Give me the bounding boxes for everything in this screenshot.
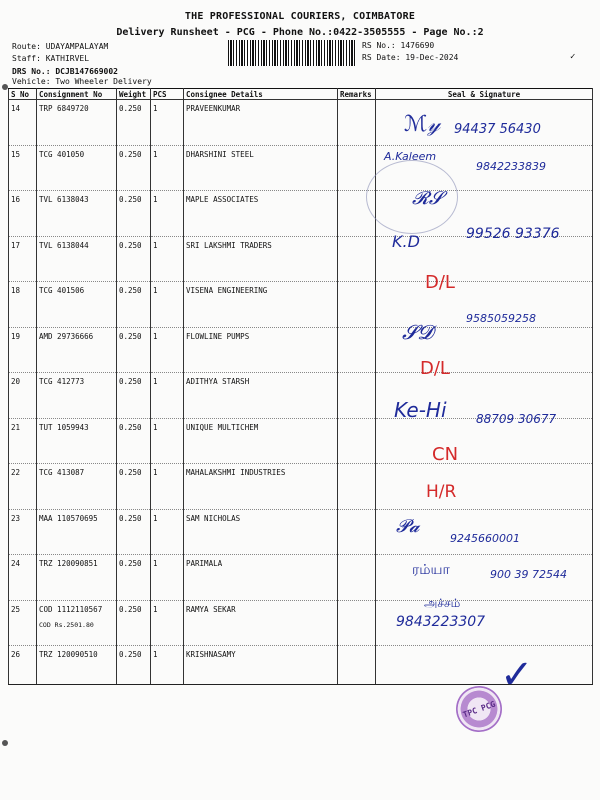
cell-consignee: SAM NICHOLAS — [184, 509, 338, 555]
handwriting-r25-phone: 900 39 72544 — [490, 568, 567, 581]
handwriting-r17-name: K.D — [392, 232, 420, 251]
cell-consignment: TRP 6849720 — [37, 100, 117, 146]
cell-consignment: AMD 29736666 — [37, 327, 117, 373]
cell-weight: 0.250 — [117, 646, 151, 685]
cell-pcs: 1 — [151, 373, 184, 419]
cell-weight: 0.250 — [117, 509, 151, 555]
cell-consignment: MAA 110570695 — [37, 509, 117, 555]
cell-weight: 0.250 — [117, 418, 151, 464]
drs-number: DRS No.: DCJB147669002 — [12, 67, 118, 76]
cell-sno: 22 — [9, 464, 37, 510]
runsheet-table — [8, 88, 593, 685]
handwriting-r14: 94437 56430 — [454, 122, 541, 137]
col-signature: Seal & Signature — [376, 89, 593, 100]
cell-sno: 16 — [9, 191, 37, 237]
cell-remarks — [338, 327, 376, 373]
cell-weight: 0.250 — [117, 145, 151, 191]
handwriting-r24: 9245660001 — [450, 532, 520, 545]
cell-pcs: 1 — [151, 555, 184, 601]
cell-consignee: FLOWLINE PUMPS — [184, 327, 338, 373]
cell-sno: 25 — [9, 600, 37, 646]
col-weight: Weight — [117, 89, 151, 100]
cod-amount: COD Rs.2501.80 — [39, 620, 94, 629]
cell-sno: 21 — [9, 418, 37, 464]
cell-sno: 15 — [9, 145, 37, 191]
handwriting-r26-phone: 9843223307 — [396, 614, 486, 630]
cell-weight: 0.250 — [117, 373, 151, 419]
cell-weight: 0.250 — [117, 464, 151, 510]
handwriting-r15-phone: 9842233839 — [476, 160, 546, 173]
cell-pcs: 1 — [151, 282, 184, 328]
staff-label: Staff: KATHIRVEL — [12, 54, 90, 63]
punch-hole — [2, 740, 8, 746]
barcode — [228, 40, 356, 66]
cell-sno: 19 — [9, 327, 37, 373]
cell-remarks — [338, 509, 376, 555]
signature-r24: 𝓟𝓪 — [396, 516, 420, 537]
cell-signature — [376, 464, 593, 510]
signature-r16: 𝓡𝓢 — [412, 188, 443, 209]
col-remarks: Remarks — [338, 89, 376, 100]
table-row — [9, 327, 593, 373]
cell-consignee: MAHALAKSHMI INDUSTRIES — [184, 464, 338, 510]
table-row — [9, 236, 593, 282]
cell-weight: 0.250 — [117, 191, 151, 237]
handwriting-r23-remark: H/R — [426, 482, 457, 502]
cell-pcs: 1 — [151, 100, 184, 146]
cell-sno: 14 — [9, 100, 37, 146]
vehicle-label: Vehicle: Two Wheeler Delivery — [12, 77, 152, 86]
handwriting-r26-name: அச்சம் — [424, 596, 461, 610]
cell-remarks — [338, 373, 376, 419]
cell-sno: 26 — [9, 646, 37, 685]
cell-sno: 18 — [9, 282, 37, 328]
cell-weight: 0.250 — [117, 100, 151, 146]
col-pcs: PCS — [151, 89, 184, 100]
cell-remarks — [338, 282, 376, 328]
col-consignment: Consignment No — [37, 89, 117, 100]
cell-consignment: TRZ 120090851 — [37, 555, 117, 601]
cell-weight: 0.250 — [117, 282, 151, 328]
handwriting-r15-name: A.Kaleem — [384, 150, 437, 163]
cell-consignee: SRI LAKSHMI TRADERS — [184, 236, 338, 282]
cell-remarks — [338, 464, 376, 510]
col-sno: S No — [9, 89, 37, 100]
cell-consignment: TVL 6138044 — [37, 236, 117, 282]
cell-remarks — [338, 100, 376, 146]
cell-remarks — [338, 418, 376, 464]
cell-remarks — [338, 600, 376, 646]
cell-consignee: UNIQUE MULTICHEM — [184, 418, 338, 464]
cell-pcs: 1 — [151, 600, 184, 646]
cell-consignee: PRAVEENKUMAR — [184, 100, 338, 146]
cell-consignee: ADITHYA STARSH — [184, 373, 338, 419]
col-consignee: Consignee Details — [184, 89, 338, 100]
cell-pcs: 1 — [151, 646, 184, 685]
rs-date: RS Date: 19-Dec-2024 — [362, 53, 459, 62]
table-row — [9, 464, 593, 510]
handwriting-r22-remark: CN — [432, 444, 459, 465]
punch-hole — [2, 84, 8, 90]
cell-consignment: TCG 401050 — [37, 145, 117, 191]
cell-consignment: TCG 412773 — [37, 373, 117, 419]
cell-consignee: KRISHNASAMY — [184, 646, 338, 685]
cell-consignee: VISENA ENGINEERING — [184, 282, 338, 328]
company-title: THE PROFESSIONAL COURIERS, COIMBATORE — [184, 11, 416, 22]
rs-number: RS No.: 1476690 — [362, 41, 435, 50]
cell-remarks — [338, 555, 376, 601]
cell-pcs: 1 — [151, 509, 184, 555]
handwriting-r25-name: ரம்யா — [412, 562, 450, 578]
signature-r19: 𝓢𝓓 — [402, 320, 433, 344]
cell-pcs: 1 — [151, 236, 184, 282]
cell-sno: 20 — [9, 373, 37, 419]
cell-weight: 0.250 — [117, 600, 151, 646]
cell-remarks — [338, 236, 376, 282]
handwriting-r21-phone: 88709 30677 — [476, 412, 557, 426]
cell-pcs: 1 — [151, 327, 184, 373]
route-label: Route: UDAYAMPALAYAM — [12, 42, 109, 51]
cell-pcs: 1 — [151, 145, 184, 191]
cell-consignee: PARIMALA — [184, 555, 338, 601]
cell-pcs: 1 — [151, 191, 184, 237]
table-row — [9, 600, 593, 646]
cell-consignment: TVL 6138043 — [37, 191, 117, 237]
handwriting-r17-phone: 99526 93376 — [466, 226, 560, 242]
cell-consignee: RAMYA SEKAR — [184, 600, 338, 646]
handwriting-r20-remark: D/L — [420, 358, 450, 379]
handwriting-r19: 9585059258 — [466, 312, 536, 325]
signature-r14: ℳ𝓎 — [404, 112, 441, 137]
handwriting-r18-remark: D/L — [425, 272, 455, 293]
cell-pcs: 1 — [151, 464, 184, 510]
cell-consignment: TCG 401506 — [37, 282, 117, 328]
cell-signature — [376, 646, 593, 685]
cell-sno: 24 — [9, 555, 37, 601]
cell-remarks — [338, 646, 376, 685]
table-header — [9, 89, 593, 100]
check-mark: ✓ — [570, 52, 576, 62]
handwriting-r21-name: Ke-Hi — [394, 398, 447, 422]
cell-weight: 0.250 — [117, 327, 151, 373]
cell-pcs: 1 — [151, 418, 184, 464]
cell-consignment: TCG 413087 — [37, 464, 117, 510]
cell-weight: 0.250 — [117, 236, 151, 282]
cell-consignment: COD 1112110567 COD Rs.2501.80 — [37, 600, 117, 646]
cell-consignee: MAPLE ASSOCIATES — [184, 191, 338, 237]
cell-sno: 17 — [9, 236, 37, 282]
checkmark-icon: ✓ — [500, 652, 534, 698]
runsheet-title: Delivery Runsheet - PCG - Phone No.:0422-3505555 - Page No.:2 — [116, 27, 484, 38]
cell-consignment: TRZ 120090510 — [37, 646, 117, 685]
cell-consignment: TUT 1059943 — [37, 418, 117, 464]
cell-weight: 0.250 — [117, 555, 151, 601]
company-stamp: TPC PCG — [450, 680, 509, 739]
cell-sno: 23 — [9, 509, 37, 555]
cell-consignee: DHARSHINI STEEL — [184, 145, 338, 191]
